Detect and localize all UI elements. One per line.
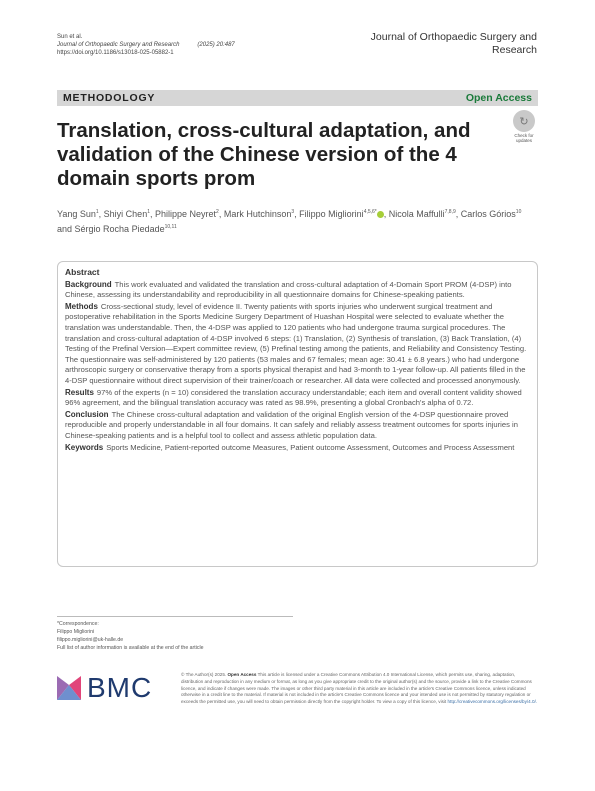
author-name[interactable]: Sérgio Rocha Piedade [74,224,165,234]
author-name[interactable]: Mark Hutchinson [223,209,292,219]
keywords-label: Keywords [65,442,104,452]
methods-label: Methods [65,301,98,311]
conclusion-text: The Chinese cross-cultural adaptation and validation of the original English version of the 4-DSP questionnaire proved reproducible and properly understandable in all four domains. It can safely and reliably assess treatment outcomes for sports injuries in Chinese-speaking patients and is a helpful tool to collect and assess athletic population data. [65,409,518,440]
header-doi-link[interactable]: https://doi.org/10.1186/s13018-025-05882-1 [57,50,174,56]
correspondence-note: Full list of author information is available at the end of the article [57,645,204,651]
running-header [57,33,235,57]
abstract-keywords [65,443,530,454]
check-updates-icon: ↻ [513,110,535,132]
abstract-box [57,261,538,567]
correspondence-email[interactable]: filippo.migliorini@uk-halle.de [57,637,124,643]
results-label: Results [65,387,94,397]
section-banner [57,90,538,106]
correspondence-name: Filippo Migliorini [57,629,95,635]
header-year-volume: (2025) 20:487 [197,42,235,48]
author-affil: 7,8,9 [444,209,456,215]
abstract-methods [65,302,530,387]
section-label: METHODOLOGY [63,92,156,104]
license-link[interactable]: http://creativecommons.org/licenses/by/4.0/. [447,699,538,705]
author-name[interactable]: Nicola Maffulli [388,209,445,219]
author-name[interactable]: Carlos Górios [460,209,516,219]
bmc-logo-text: BMC [87,672,153,703]
bmc-logo-icon [57,673,81,703]
conclusion-label: Conclusion [65,409,109,419]
abstract-background [65,280,530,301]
header-journal-row [57,41,235,49]
bmc-logo [57,672,152,704]
author-list: Yang Sun$^1$, Shiyi Chen$^1$, Philippe Neyret$^2$, Mark Hutchinson$^3$, Filippo Migliorini$^{4,5,6*}$ , Nicola Maffulli$^{7,8,9}$, Carlos Górios$^{10}$ and Sérgio Rocha Piedade$^{10,11}$ [57,209,522,234]
article-title: Translation, cross-cultural adaptation, and validation of the Chinese version of the 4 domain sports prom [57,119,471,190]
author-affil: 10,11 [164,224,177,230]
license-open-access: Open Access [227,672,257,677]
abstract-heading: Abstract [65,267,100,277]
correspondence-label: *Correspondence: [57,621,99,627]
abstract-conclusion [65,410,530,442]
author-affil: 2 [216,209,219,215]
header-journal: Journal of Orthopaedic Surgery and Research [57,42,180,48]
orcid-icon[interactable] [377,211,384,218]
author-affil: 4,5,6* [363,209,377,215]
methods-text: Cross-sectional study, level of evidence II. Twenty patients with sports injuries who underwent surgical treatment and postoperative rehabilitation in the Sports Medicine Surgery Department of Huashan Hospital were selected to evaluate whether the translation was understandable. Then, the 4-DSP was applied to 120 patients who had undergone trauma surgical procedures. The translation and cross-cultural adaptation of 4-DSP involved 6 steps: (1) Translation, (2) Synthesis of translation, (3) Back Translation, (4) Testing of the Prefinal Version—Expert committee review, (5) Prefinal testing among the patients, and Reliability and Consistency Testing. The questionnaire was self-administered by 120 patients (53 males and 67 females; mean age: 30.41 ± 6.8 years.) who had undergone arthroscopic surgery or conservative therapy from a sports physical therapist and had 3-month to 1-year follow-up. All patients filled in the 4-DSP questionnaire without direct supervision of their trainer/coach or researcher. All data were collected and processed anonymously. [65,301,527,385]
author-name[interactable]: Yang Sun [57,209,96,219]
author-affil: 10 [515,209,522,215]
background-label: Background [65,279,112,289]
background-text: This work evaluated and validated the translation and cross-cultural adaptation of 4-Domain Sport PROM (4-DSP) into Chinese, assessing its understandability and reproducibility in all questionnaire domains for Chinese-speaking patients. [65,279,512,300]
check-for-updates-button[interactable] [509,110,539,142]
abstract-results [65,388,530,409]
open-access-label: Open Access [465,92,532,104]
license-body: This article is licensed under a Creative Commons Attribution 4.0 International License, which permits use, sharing, adaptation, distribution and reproduction in any medium or format, as long as you give appropriate credit to the original author(s) and the source, provide a link to the Creative Commons licence, and indicate if changes were made. The images or other third party material in this article are included in the article's Creative Commons licence, unless indicated otherwise in a credit line to the material. If material is not included in the article's Creative Commons licence and your intended use is not permitted by statutory regulation or exceeds the permitted use, you will need to obtain permission directly from the copyright holder. To view a copy of this licence, visit [181,672,532,705]
author-affil: 3 [291,209,295,215]
author-name[interactable]: Philippe Neyret [155,209,217,219]
header-author: Sun et al. [57,34,83,40]
author-affil: 1 [95,209,99,215]
license-lead: © The Author(s) 2025. [181,672,227,677]
author-name[interactable]: Filippo Migliorini [299,209,364,219]
results-text: 97% of the experts (n = 10) considered the translation accuracy understandable; each item and overall content validity showed 96% agreement, and the bilingual translation accuracy was rated as 98.9%, presenting a global Cronbach's alpha of 0.72. [65,387,522,408]
author-name[interactable]: Shiyi Chen [103,209,148,219]
keywords-text: Sports Medicine, Patient-reported outcome Measures, Patient outcome Assessment, Outcomes and Process Assessment [106,442,515,452]
check-updates-label: Check for updates [514,133,534,143]
license-text [181,672,538,706]
journal-name: Journal of Orthopaedic Surgery and Research [370,31,537,56]
correspondence-block [57,616,293,652]
author-affil: 1 [147,209,150,215]
